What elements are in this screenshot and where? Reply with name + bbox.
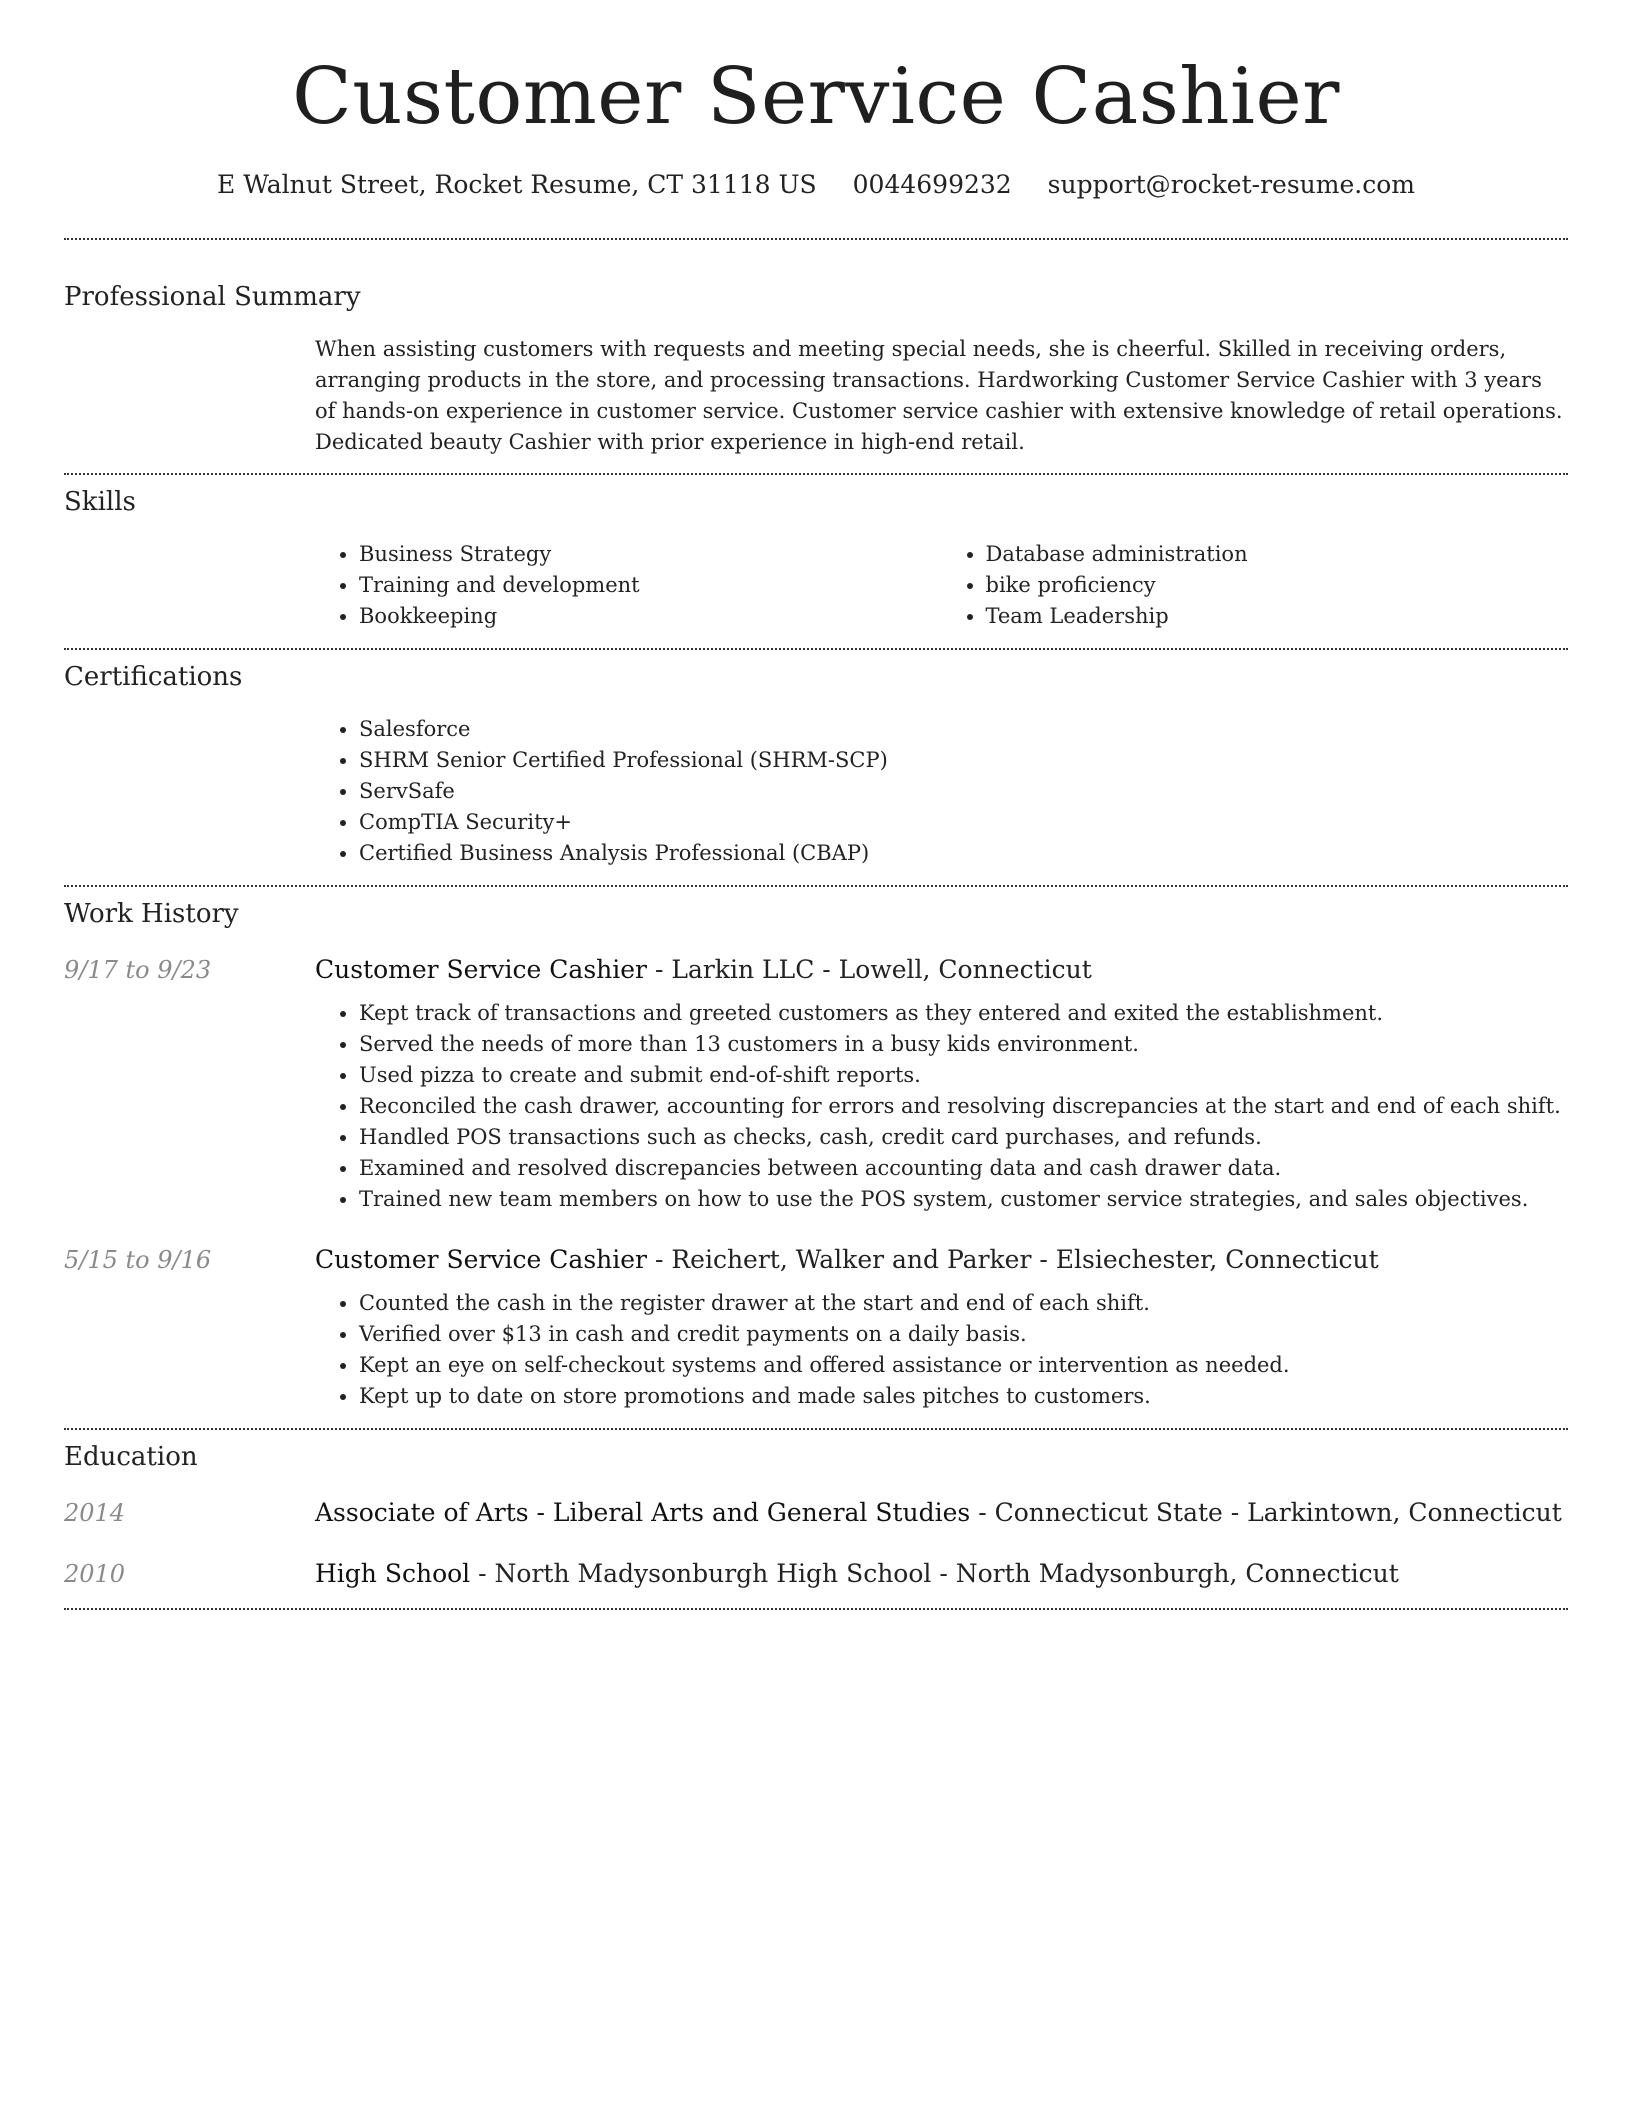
job-bullets-wrap — [315, 998, 1568, 1215]
job-bullet: • Served the needs of more than 13 customers in a busy kids environment. — [359, 1029, 1568, 1060]
skill-item: • Team Leadership — [986, 601, 1569, 632]
divider — [64, 885, 1568, 887]
education-entry — [64, 1559, 1568, 1588]
job-bullet: • Handled POS transactions such as checks, cash, credit card purchases, and refunds. — [359, 1122, 1568, 1153]
education-heading — [315, 1498, 1562, 1527]
certification-item: • SHRM Senior Certified Professional (SHRM-SCP) — [359, 745, 1568, 776]
divider — [64, 648, 1568, 650]
skill-item: • Training and development — [359, 570, 942, 601]
job-bullet: • Trained new team members on how to use the POS system, customer service strategies, and sales objectives. — [359, 1184, 1568, 1215]
skills-title: Skills — [64, 487, 136, 517]
certification-item: • Certified Business Analysis Professional (CBAP) — [359, 838, 1568, 869]
job-bullet: • Kept an eye on self-checkout systems and offered assistance or intervention as needed. — [359, 1350, 1568, 1381]
job-bullet: • Verified over $13 in cash and credit payments on a daily basis. — [359, 1319, 1568, 1350]
job-dates: 9/17 to 9/23 — [64, 956, 212, 984]
education-year: 2014 — [64, 1499, 126, 1527]
contact-email: support@rocket-resume.com — [1047, 170, 1415, 199]
job-heading — [315, 1245, 1379, 1274]
education-title: Education — [64, 1442, 198, 1472]
job-entry — [64, 1245, 1568, 1412]
education-heading — [315, 1559, 1399, 1588]
summary-section — [64, 282, 1568, 458]
job-details: - Larkin LLC - Lowell, Connecticut — [647, 955, 1092, 984]
education-details: - Connecticut State - Larkintown, Connecticut — [970, 1498, 1562, 1527]
work-section — [64, 899, 1568, 1412]
divider — [64, 1608, 1568, 1610]
education-year: 2010 — [64, 1560, 126, 1588]
job-bullet: • Used pizza to create and submit end-of-shift reports. — [359, 1060, 1568, 1091]
skills-list-right — [942, 539, 1569, 632]
education-degree: High School — [315, 1559, 471, 1588]
contact-phone: 0044699232 — [852, 170, 1012, 199]
job-details: - Reichert, Walker and Parker - Elsiechester, Connecticut — [647, 1245, 1379, 1274]
certifications-list-wrap — [315, 714, 1568, 869]
resume-page — [64, 0, 1568, 1610]
contact-address: E Walnut Street, Rocket Resume, CT 31118 US — [217, 170, 817, 199]
job-role: Customer Service Cashier — [315, 1245, 647, 1274]
job-bullet: • Kept track of transactions and greeted customers as they entered and exited the establishment. — [359, 998, 1568, 1029]
summary-text: When assisting customers with requests and meeting special needs, she is cheerful. Skilled in receiving orders, arranging products in the store, and processing transactions. Hardworking Customer Service Cashier with 3 years of hands-on experience in customer service. Customer service cashier with extensive knowledge of retail operations. Dedicated beauty Cashier with prior experience in high-end retail. — [315, 337, 1563, 454]
skill-item: • bike proficiency — [986, 570, 1569, 601]
work-title: Work History — [64, 899, 239, 929]
job-header — [64, 1245, 1568, 1274]
education-entry — [64, 1498, 1568, 1527]
job-header — [64, 955, 1568, 984]
skill-item: • Bookkeeping — [359, 601, 942, 632]
job-role: Customer Service Cashier — [315, 955, 647, 984]
job-bullet: • Counted the cash in the register drawer at the start and end of each shift. — [359, 1288, 1568, 1319]
education-degree: Associate of Arts - Liberal Arts and General Studies — [315, 1498, 971, 1527]
divider — [64, 473, 1568, 475]
job-bullet: • Reconciled the cash drawer, accounting for errors and resolving discrepancies at the start and end of each shift. — [359, 1091, 1568, 1122]
certification-item: • Salesforce — [359, 714, 1568, 745]
skills-list-left — [315, 539, 942, 632]
skills-grid — [315, 539, 1568, 632]
certification-item: • ServSafe — [359, 776, 1568, 807]
certifications-list — [315, 714, 1568, 869]
education-details: - North Madysonburgh High School - North Madysonburgh, Connecticut — [470, 1559, 1399, 1588]
divider — [64, 1428, 1568, 1430]
education-section — [64, 1442, 1568, 1588]
certifications-section — [64, 662, 1568, 869]
job-bullets-wrap — [315, 1288, 1568, 1412]
divider — [64, 238, 1568, 240]
certifications-title: Certifications — [64, 662, 243, 692]
skills-section — [64, 487, 1568, 632]
job-bullets — [315, 998, 1568, 1215]
summary-title: Professional Summary — [64, 282, 361, 312]
job-bullets — [315, 1288, 1568, 1412]
resume-name: Customer Service Cashier — [292, 52, 1340, 142]
certification-item: • CompTIA Security+ — [359, 807, 1568, 838]
job-bullet: • Examined and resolved discrepancies between accounting data and cash drawer data. — [359, 1153, 1568, 1184]
job-bullet: • Kept up to date on store promotions and made sales pitches to customers. — [359, 1381, 1568, 1412]
job-entry — [64, 955, 1568, 1215]
job-heading — [315, 955, 1092, 984]
skill-item: • Business Strategy — [359, 539, 942, 570]
job-dates: 5/15 to 9/16 — [64, 1246, 212, 1274]
skill-item: • Database administration — [986, 539, 1569, 570]
contact-line — [64, 170, 1568, 199]
